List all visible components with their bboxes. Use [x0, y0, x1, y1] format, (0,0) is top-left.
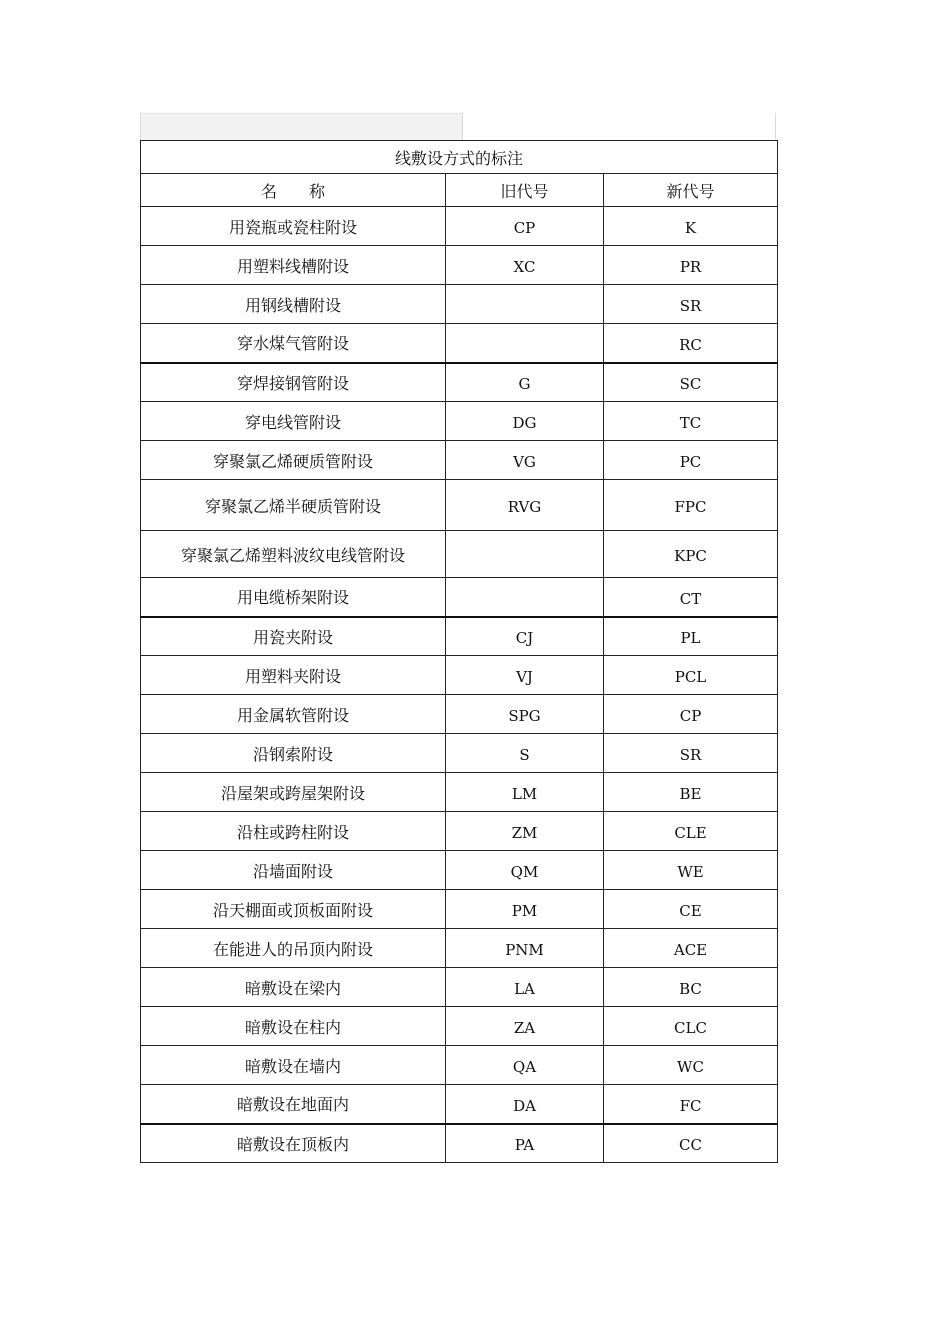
- previous-table-remnant: [140, 113, 776, 140]
- row-name: 用钢线槽附设: [141, 285, 446, 324]
- row-old-code: ZM: [446, 812, 604, 851]
- wiring-method-table: [140, 140, 778, 1163]
- row-old-code: DG: [446, 402, 604, 441]
- table-row: [141, 324, 778, 363]
- row-new-code: CP: [604, 695, 778, 734]
- row-new-code: TC: [604, 402, 778, 441]
- row-name: 穿水煤气管附设: [141, 324, 446, 363]
- row-new-code: PC: [604, 441, 778, 480]
- empty-cell: [461, 113, 776, 139]
- table-row: [141, 1046, 778, 1085]
- table-row: [141, 929, 778, 968]
- row-name: 穿聚氯乙烯塑料波纹电线管附设: [141, 531, 446, 578]
- row-new-code: RC: [604, 324, 778, 363]
- row-new-code: WC: [604, 1046, 778, 1085]
- row-new-code: K: [604, 207, 778, 246]
- table-row: [141, 890, 778, 929]
- row-new-code: CC: [604, 1124, 778, 1163]
- row-old-code: QM: [446, 851, 604, 890]
- row-new-code: CLE: [604, 812, 778, 851]
- table-row: [141, 695, 778, 734]
- table-row: [141, 968, 778, 1007]
- row-new-code: PR: [604, 246, 778, 285]
- row-name: 在能进人的吊顶内附设: [141, 929, 446, 968]
- row-new-code: WE: [604, 851, 778, 890]
- row-new-code: PL: [604, 617, 778, 656]
- row-old-code: [446, 531, 604, 578]
- table-row: [141, 285, 778, 324]
- row-name: 暗敷设在地面内: [141, 1085, 446, 1124]
- row-old-code: QA: [446, 1046, 604, 1085]
- table-row: [141, 812, 778, 851]
- row-new-code: FC: [604, 1085, 778, 1124]
- row-name: 沿柱或跨柱附设: [141, 812, 446, 851]
- row-old-code: SPG: [446, 695, 604, 734]
- row-name: 沿天棚面或顶板面附设: [141, 890, 446, 929]
- table-row: [141, 1085, 778, 1124]
- row-new-code: CT: [604, 578, 778, 617]
- table-row: [141, 441, 778, 480]
- row-old-code: CJ: [446, 617, 604, 656]
- table-row: [141, 363, 778, 402]
- row-old-code: PM: [446, 890, 604, 929]
- row-name: 穿电线管附设: [141, 402, 446, 441]
- row-new-code: BC: [604, 968, 778, 1007]
- row-old-code: XC: [446, 246, 604, 285]
- row-old-code: RVG: [446, 480, 604, 531]
- row-old-code: LM: [446, 773, 604, 812]
- row-old-code: LA: [446, 968, 604, 1007]
- row-name: 沿墙面附设: [141, 851, 446, 890]
- row-new-code: CE: [604, 890, 778, 929]
- row-name: 暗敷设在顶板内: [141, 1124, 446, 1163]
- header-new-code: 新代号: [604, 174, 778, 207]
- shaded-cell: [140, 113, 463, 140]
- row-new-code: KPC: [604, 531, 778, 578]
- row-old-code: [446, 285, 604, 324]
- row-old-code: PA: [446, 1124, 604, 1163]
- row-new-code: BE: [604, 773, 778, 812]
- row-old-code: G: [446, 363, 604, 402]
- row-old-code: VJ: [446, 656, 604, 695]
- row-name: 穿聚氯乙烯半硬质管附设: [141, 480, 446, 531]
- row-new-code: PCL: [604, 656, 778, 695]
- row-new-code: CLC: [604, 1007, 778, 1046]
- table-row: [141, 617, 778, 656]
- table-row: [141, 402, 778, 441]
- row-name: 沿屋架或跨屋架附设: [141, 773, 446, 812]
- row-old-code: ZA: [446, 1007, 604, 1046]
- header-old-code: 旧代号: [446, 174, 604, 207]
- row-name: 暗敷设在墙内: [141, 1046, 446, 1085]
- row-old-code: DA: [446, 1085, 604, 1124]
- table-row: [141, 656, 778, 695]
- table-row: [141, 207, 778, 246]
- row-name: 用瓷瓶或瓷柱附设: [141, 207, 446, 246]
- row-new-code: FPC: [604, 480, 778, 531]
- header-name: 名 称: [141, 174, 446, 207]
- row-old-code: CP: [446, 207, 604, 246]
- table-row: [141, 1007, 778, 1046]
- table-row: [141, 1124, 778, 1163]
- table-row: [141, 773, 778, 812]
- table-row: [141, 480, 778, 531]
- row-name: 用电缆桥架附设: [141, 578, 446, 617]
- row-name: 暗敷设在梁内: [141, 968, 446, 1007]
- row-name: 暗敷设在柱内: [141, 1007, 446, 1046]
- table-row: [141, 851, 778, 890]
- row-name: 穿聚氯乙烯硬质管附设: [141, 441, 446, 480]
- row-old-code: PNM: [446, 929, 604, 968]
- row-old-code: VG: [446, 441, 604, 480]
- row-name: 用塑料线槽附设: [141, 246, 446, 285]
- row-new-code: ACE: [604, 929, 778, 968]
- row-name: 沿钢索附设: [141, 734, 446, 773]
- row-name: 穿焊接钢管附设: [141, 363, 446, 402]
- table-row: [141, 531, 778, 578]
- row-name: 用塑料夹附设: [141, 656, 446, 695]
- row-old-code: [446, 324, 604, 363]
- table-row: [141, 578, 778, 617]
- row-old-code: [446, 578, 604, 617]
- table-row: [141, 734, 778, 773]
- row-name: 用瓷夹附设: [141, 617, 446, 656]
- row-name: 用金属软管附设: [141, 695, 446, 734]
- row-new-code: SC: [604, 363, 778, 402]
- row-new-code: SR: [604, 734, 778, 773]
- table-row: [141, 246, 778, 285]
- row-new-code: SR: [604, 285, 778, 324]
- row-old-code: S: [446, 734, 604, 773]
- table-title: 线敷设方式的标注: [141, 141, 778, 174]
